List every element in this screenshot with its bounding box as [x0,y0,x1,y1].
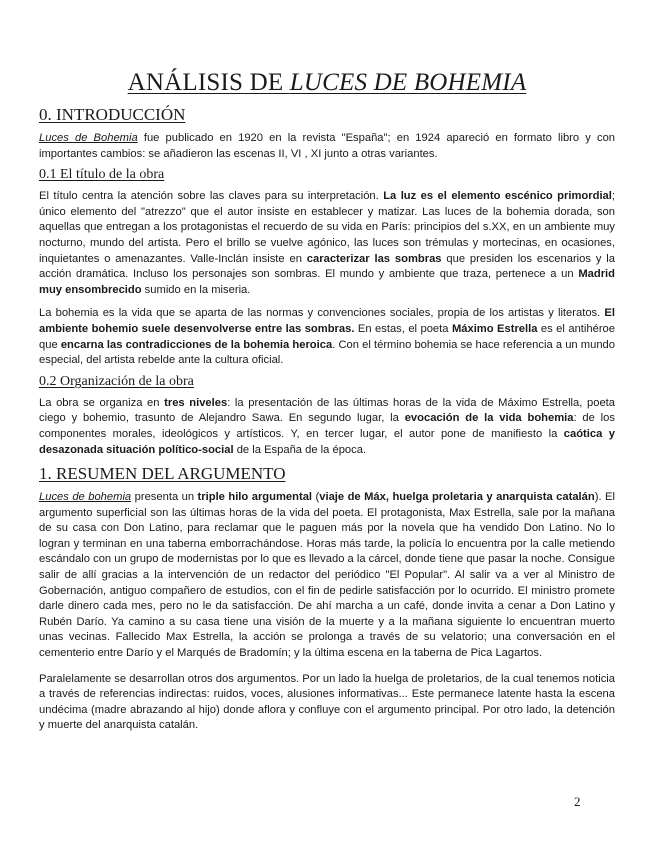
resumen-paragraph-1: Luces de bohemia presenta un triple hilo argumental (viaje de Máx, huelga proletaria y anarquista catalán). El argumento superficial son las últimas horas de la vida del poeta. El protagonista, Max Estrella, sale por la mañana de su casa con Don Latino, para reclamar que le paguen más por la novela que ha vendido Don Latino. No lo logran y terminan en una taberna emborrachándose. Horas más tarde, la policía lo encuentra por la calle metiendo escándalo con un grupo de modernistas por lo que es llevado a la cárcel, donde tiene que pasar la noche. Consigue salir de allí gracias a la intervención de un redactor del periódico "El Popular". Al salir va a ver al Ministro de Gobernación, antiguo compañero de estudios, con el fin de pedirle satisfacción por lo ocurrido. El ministro promete darle dinero cada mes, pero no le da satisfacción. De ahí marcha a un café, donde invita a cenar a Don Latino y Rubén Darío. Ya camino a su casa tiene una visión de la muerte y a la mañana siguiente lo encuentran muerto unas vecinas. Fallecido Max Estrella, la acción se prolonga a través de su velatorio; una conversación en el cementerio entre Darío y el Marqués de Bradomín; y la última escena en la taberna de Pica Lagartos. [39,491,615,660]
titulo-paragraph-2: La bohemia es la vida que se aparta de las normas y convenciones sociales, propia de los artistas y literatos. El ambiente bohemio suele desenvolverse entre las sombras. En estas, el poeta Máximo Estrella es el antihéroe que encarna las contradicciones de la bohemia heroica. Con el término bohemia se hace referencia a un mundo especial, del artista rebelde ante la cultura oficial. [39,307,615,367]
section-heading-resumen: 1. RESUMEN DEL ARGUMENTO [39,464,286,484]
resumen-paragraph-2: Paralelamente se desarrollan otros dos argumentos. Por un lado la huelga de proletarios, de la cual tenemos noticia a través de referencias indirectas: ruidos, voces, alusiones informativas... Este permanece latente hasta la escena undécima (madre abrazando al hijo) donde aflora y confluye con el argumento principal. Por otro lado, la detención y muerte del anarquista catalán. [39,672,615,732]
title-prefix: ANÁLISIS DE [127,69,290,96]
subsection-heading-titulo: 0.1 El título de la obra [39,167,165,183]
organizacion-paragraph: La obra se organiza en tres niveles: la presentación de las últimas horas de la vida de Máximo Estrella, poeta ciego y bohemio, trasunto de Alejandro Sawa. En segundo lugar, la evocación de la vida bohemia: de los componentes morales, ideológicos y artísticos. Y, en tercer lugar, el autor pone de manifiesto la caótica y desazonada situación político-social de la España de la época. [39,396,615,456]
title-work-name: LUCES DE BOHEMIA [289,69,527,96]
work-title-link: Luces de Bohemia [39,132,138,144]
work-title-link: Luces de bohemia [39,491,132,504]
titulo-paragraph-1: El título centra la atención sobre las claves para su interpretación. La luz es el elemento escénico primordial; único elemento del "atrezzo" que el autor insiste en establecer y matizar. Las luces de la bohemia dorada, son aquellas que entregan a los protagonistas el recuerdo de su vida en París: principios del s.XX, en un ambiente muy nocturno, mundo del artista. Pero el brillo se vuelve agónico, las luces son trémulas y mortecinas, en ocasiones, inquietantes o amenazantes. Valle-Inclán insiste en caracterizar las sombras que presiden los escenarios y la acción dramática. Incluso los personajes son sombras. El mundo y ambiente que traza, pertenece a un Madrid muy ensombrecido sumido en la miseria. [39,190,615,296]
subsection-heading-organizacion: 0.2 Organización de la obra [39,373,194,389]
document-title [39,68,615,98]
intro-paragraph: Luces de Bohemia fue publicado en 1920 en la revista "España"; en 1924 apareció en formato libro y con importantes cambios: se añadieron las escenas II, VI , XI junto a otras variantes. [39,132,616,160]
section-heading-introduccion: 0. INTRODUCCIÓN [39,105,186,124]
page-number: 2 [574,794,581,809]
